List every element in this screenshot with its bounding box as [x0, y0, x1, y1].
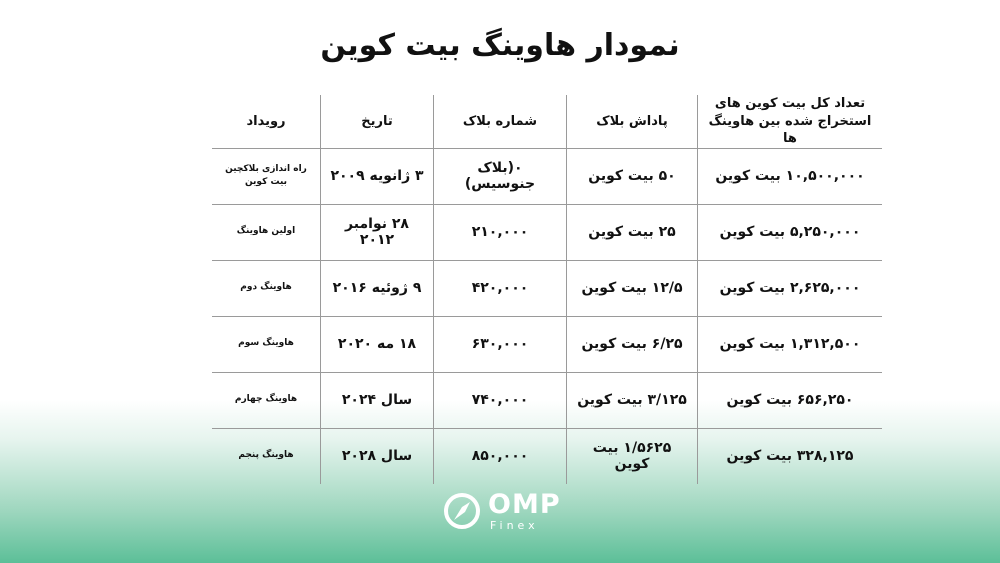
header-date: تاریخ: [321, 95, 434, 148]
table-row: [212, 372, 882, 428]
cell-date: ۱۸ مه ۲۰۲۰: [321, 316, 434, 372]
header-event: رویداد: [212, 95, 321, 148]
cell-total-mined: ۶۵۶,۲۵۰ بیت کوین: [698, 372, 883, 428]
table-row: [212, 428, 882, 484]
table-row: [212, 316, 882, 372]
table-header-row: [212, 95, 882, 148]
cell-total-mined: ۵,۲۵۰,۰۰۰ بیت کوین: [698, 204, 883, 260]
table-row: [212, 204, 882, 260]
cell-date: ۳ ژانویه ۲۰۰۹: [321, 148, 434, 204]
cell-event: هاوینگ پنجم: [238, 450, 294, 461]
omp-logo-icon: [444, 493, 480, 529]
header-block-reward: پاداش بلاک: [567, 95, 698, 148]
cell-date: سال ۲۰۲۴: [321, 372, 434, 428]
cell-block-reward: ۶/۲۵ بیت کوین: [567, 316, 698, 372]
cell-block-number: ۲۱۰,۰۰۰: [434, 204, 567, 260]
cell-total-mined: ۱,۳۱۲,۵۰۰ بیت کوین: [698, 316, 883, 372]
cell-date: سال ۲۰۲۸: [321, 428, 434, 484]
cell-event: هاوینگ چهارم: [212, 372, 321, 428]
cell-block-number: ۰(بلاک جنوسیس): [434, 148, 567, 204]
cell-date: ۹ ژوئیه ۲۰۱۶: [321, 260, 434, 316]
cell-block-number: ۸۵۰,۰۰۰: [434, 428, 567, 484]
cell-block-reward: ۵۰ بیت کوین: [567, 148, 698, 204]
cell-block-reward: ۲۵ بیت کوین: [567, 204, 698, 260]
logo-name: OMP: [488, 489, 561, 520]
cell-block-reward: ۱/۵۶۲۵ بیت کوین: [567, 428, 698, 484]
cell-total-mined: ۲,۶۲۵,۰۰۰ بیت کوین: [698, 260, 883, 316]
cell-event: هاوینگ سوم: [212, 316, 321, 372]
table-row: [212, 260, 882, 316]
cell-block-reward: ۳/۱۲۵ بیت کوین: [567, 372, 698, 428]
logo-subtitle: Finex: [490, 519, 539, 532]
cell-event: اولین هاوینگ: [212, 204, 321, 260]
halving-table: [212, 95, 882, 484]
cell-date: ۲۸ نوامبر ۲۰۱۲: [321, 204, 434, 260]
cell-block-number: ۴۲۰,۰۰۰: [434, 260, 567, 316]
cell-event: هاوینگ دوم: [212, 260, 321, 316]
cell-total-mined: ۳۲۸,۱۲۵ بیت کوین: [698, 428, 883, 484]
page-title: نمودار هاوینگ بیت کوین: [320, 28, 680, 63]
cell-block-number: ۶۳۰,۰۰۰: [434, 316, 567, 372]
cell-block-reward: ۱۲/۵ بیت کوین: [567, 260, 698, 316]
table-row: [212, 148, 882, 204]
header-block-number: شماره بلاک: [434, 95, 567, 148]
cell-event: راه اندازی بلاکچین بیت کوین: [212, 148, 321, 204]
omp-finex-logo: [440, 489, 560, 533]
cell-block-number: ۷۴۰,۰۰۰: [434, 372, 567, 428]
header-total-mined: تعداد کل بیت کوین های استخراج شده بین هاوینگ ها: [698, 95, 883, 148]
cell-total-mined: ۱۰,۵۰۰,۰۰۰ بیت کوین: [698, 148, 883, 204]
